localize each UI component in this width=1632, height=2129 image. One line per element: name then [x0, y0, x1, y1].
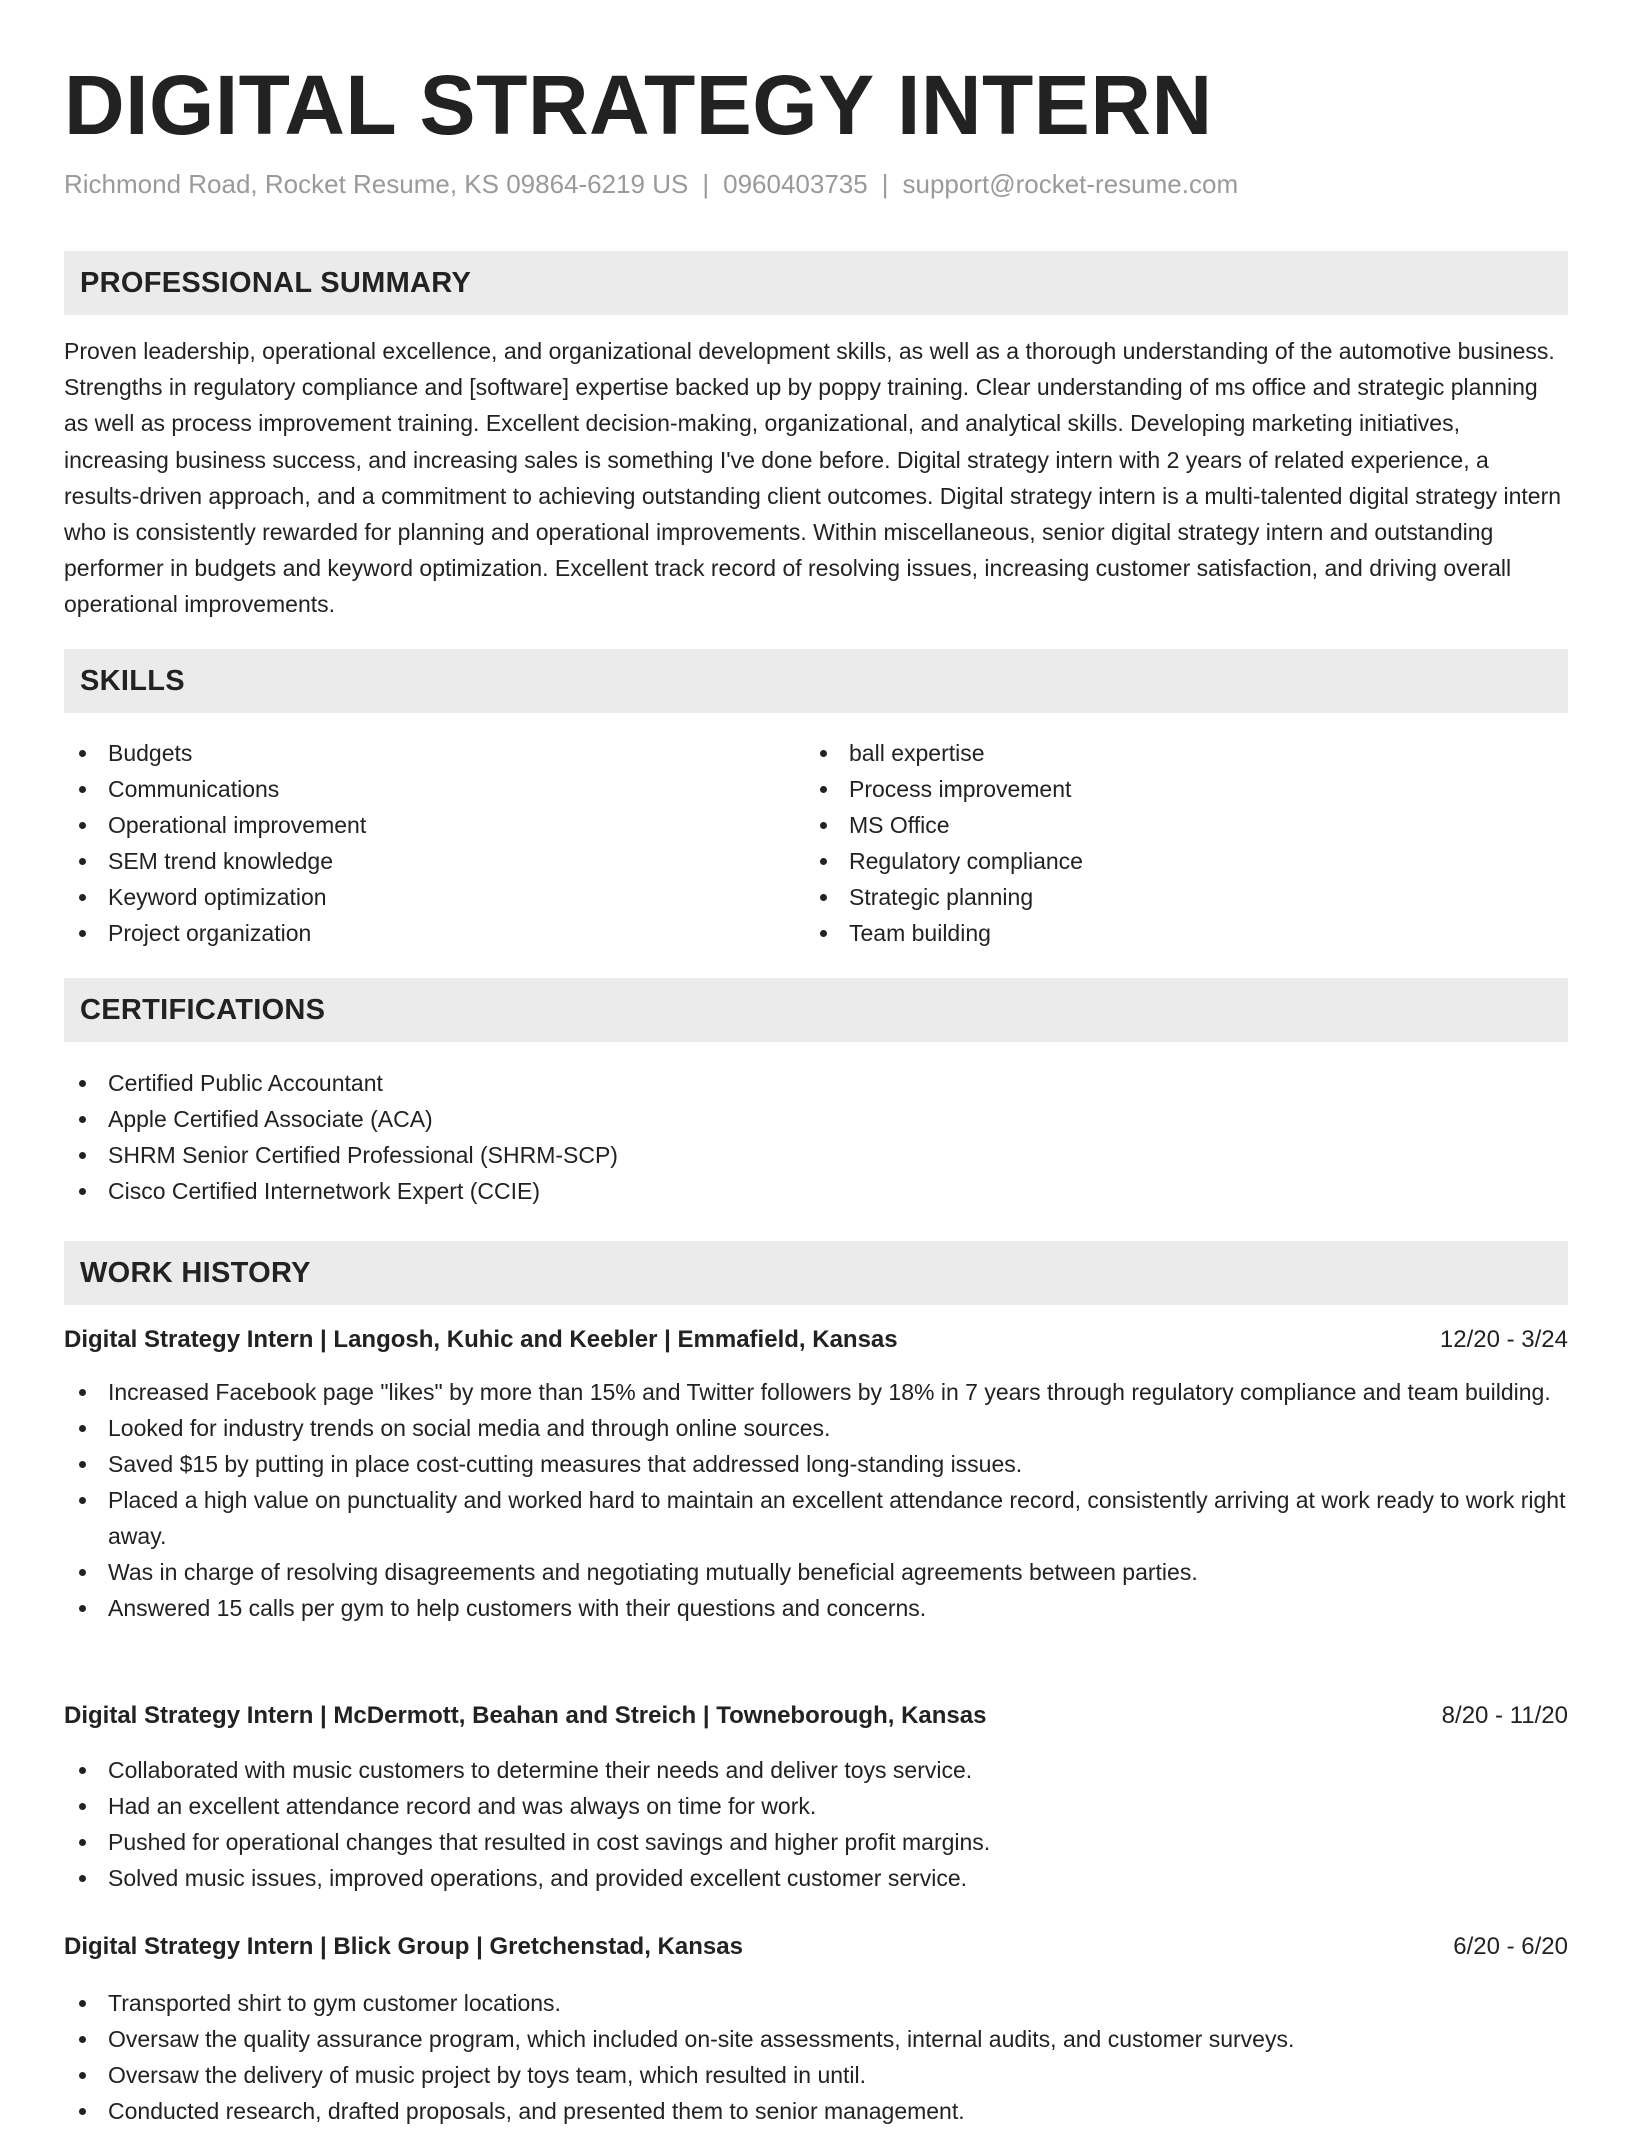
list-item: Transported shirt to gym customer locations.	[64, 1985, 1568, 2021]
list-item: Keyword optimization	[64, 879, 764, 915]
certifications-block	[64, 1065, 1568, 1209]
section-header-certifications	[64, 978, 1568, 1042]
list-item: Saved $15 by putting in place cost-cutting measures that addressed long-standing issues.	[64, 1446, 1568, 1482]
job-duties	[64, 1752, 1568, 1896]
list-item: MS Office	[805, 807, 1505, 843]
list-item: Conducted research, drafted proposals, and presented them to senior management.	[64, 2093, 1568, 2129]
job-dates: 8/20 - 11/20	[1441, 1702, 1568, 1729]
job-duties-list	[64, 1985, 1568, 2129]
list-item: Apple Certified Associate (ACA)	[64, 1101, 1568, 1137]
list-item: ball expertise	[805, 735, 1505, 771]
contact-email[interactable]: support@rocket-resume.com	[902, 169, 1239, 199]
list-item: Certified Public Accountant	[64, 1065, 1568, 1101]
list-item: SHRM Senior Certified Professional (SHRM-SCP)	[64, 1137, 1568, 1173]
job-title: Digital Strategy Intern | McDermott, Beahan and Streich | Towneborough, Kansas	[64, 1702, 987, 1729]
job-title: Digital Strategy Intern | Langosh, Kuhic and Keebler | Emmafield, Kansas	[64, 1326, 898, 1353]
job-duties	[64, 1374, 1568, 1626]
certifications-list	[64, 1065, 1568, 1209]
job-duties	[64, 1985, 1568, 2129]
list-item: Team building	[805, 915, 1505, 951]
job-header	[64, 1322, 1568, 1358]
skills-column-right	[805, 735, 1505, 951]
list-item: Regulatory compliance	[805, 843, 1505, 879]
list-item: Pushed for operational changes that resulted in cost savings and higher profit margins.	[64, 1824, 1568, 1860]
list-item: Communications	[64, 771, 764, 807]
list-item: Project organization	[64, 915, 764, 951]
job-duties-list	[64, 1374, 1568, 1626]
list-item: Oversaw the delivery of music project by toys team, which resulted in until.	[64, 2057, 1568, 2093]
job-duties-list	[64, 1752, 1568, 1896]
list-item: Was in charge of resolving disagreements and negotiating mutually beneficial agreements between parties.	[64, 1554, 1568, 1590]
list-item: Looked for industry trends on social media and through online sources.	[64, 1410, 1568, 1446]
list-item: Cisco Certified Internetwork Expert (CCIE)	[64, 1173, 1568, 1209]
contact-phone: 0960403735	[723, 169, 868, 199]
list-item: Collaborated with music customers to determine their needs and deliver toys service.	[64, 1752, 1568, 1788]
skills-list-left	[64, 735, 764, 951]
job-header	[64, 1698, 1568, 1734]
job-header	[64, 1929, 1568, 1965]
job-dates: 6/20 - 6/20	[1453, 1933, 1568, 1960]
list-item: Operational improvement	[64, 807, 764, 843]
section-title-certifications: CERTIFICATIONS	[80, 994, 326, 1026]
list-item: SEM trend knowledge	[64, 843, 764, 879]
job-dates: 12/20 - 3/24	[1439, 1326, 1568, 1353]
skills-column-left	[64, 735, 764, 951]
section-title-work-history: WORK HISTORY	[80, 1257, 311, 1289]
summary-text: Proven leadership, operational excellence, and organizational development skills, as well as a thorough understanding of the automotive business. Strengths in regulatory compliance and [software] expertise backed up by poppy training. Clear understanding of ms office and strategic planning as well as process improvement training. Excellent decision-making, organizational, and analytical skills. Developing marketing initiatives, increasing business success, and increasing sales is something I've done before. Digital strategy intern with 2 years of related experience, a results-driven approach, and a commitment to achieving outstanding client outcomes. Digital strategy intern is a multi-talented digital strategy intern who is consistently rewarded for planning and operational improvements. Within miscellaneous, senior digital strategy intern and outstanding performer in budgets and keyword optimization. Excellent track record of resolving issues, increasing customer satisfaction, and driving overall operational improvements.	[64, 338, 1562, 618]
contact-line	[64, 166, 1238, 202]
contact-separator: |	[702, 169, 710, 199]
list-item: Solved music issues, improved operations, and provided excellent customer service.	[64, 1860, 1568, 1896]
list-item: Increased Facebook page "likes" by more than 15% and Twitter followers by 18% in 7 years through regulatory compliance and team building.	[64, 1374, 1568, 1410]
skills-list-right	[805, 735, 1505, 951]
list-item: Had an excellent attendance record and was always on time for work.	[64, 1788, 1568, 1824]
job-title: Digital Strategy Intern | Blick Group | Gretchenstad, Kansas	[64, 1933, 743, 1960]
list-item: Strategic planning	[805, 879, 1505, 915]
section-header-work-history	[64, 1241, 1568, 1305]
list-item: Process improvement	[805, 771, 1505, 807]
contact-address: Richmond Road, Rocket Resume, KS 09864-6219 US	[64, 169, 689, 199]
list-item: Oversaw the quality assurance program, which included on-site assessments, internal audits, and customer surveys.	[64, 2021, 1568, 2057]
list-item: Placed a high value on punctuality and worked hard to maintain an excellent attendance record, consistently arriving at work ready to work right away.	[64, 1482, 1568, 1554]
list-item: Answered 15 calls per gym to help customers with their questions and concerns.	[64, 1590, 1568, 1626]
list-item: Budgets	[64, 735, 764, 771]
contact-separator: |	[881, 169, 889, 199]
resume-name: DIGITAL STRATEGY INTERN	[64, 58, 1213, 152]
section-header-summary	[64, 251, 1568, 315]
section-header-skills	[64, 649, 1568, 713]
section-title-skills: SKILLS	[80, 665, 185, 697]
section-title-summary: PROFESSIONAL SUMMARY	[80, 267, 472, 299]
